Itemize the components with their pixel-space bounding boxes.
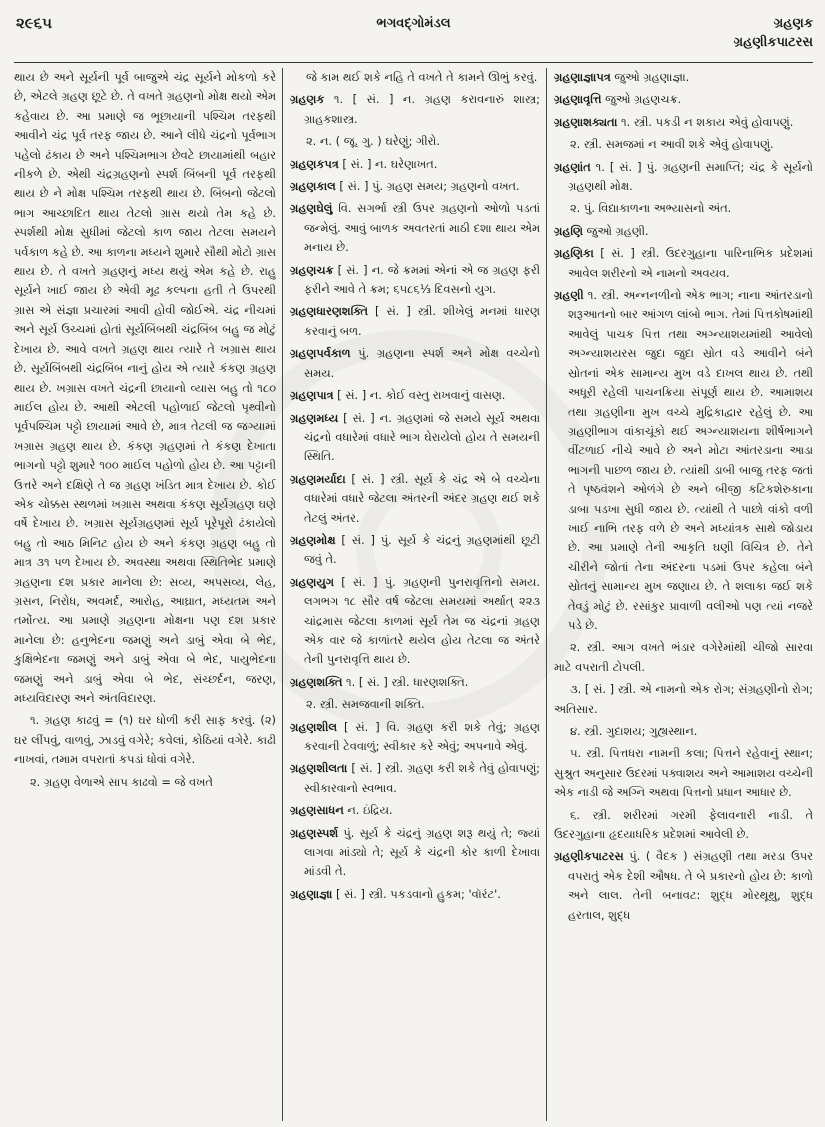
headword: ગ્રહણાજ્ઞા xyxy=(290,886,333,901)
entry-text: ૨. ન. ( જૂ. ગુ. ) ઘરેણું; ગીરો. xyxy=(306,134,441,149)
headword: ગ્રહણિકા xyxy=(554,246,594,261)
dictionary-columns xyxy=(14,68,813,1121)
entry-text: પું. ગ્રહણના સ્પર્શ અને મોક્ષ વચ્ચેનો સમય. xyxy=(304,346,540,380)
headword: ગ્રહણિ xyxy=(554,223,583,238)
dictionary-entry xyxy=(290,177,540,196)
entry-paragraph xyxy=(14,68,276,708)
headword: ગ્રહણશક્તિ xyxy=(290,674,343,689)
entry-text: ૪. સ્ત્રી. ગુદાશય; ગુહ્યસ્થાન. xyxy=(570,724,698,738)
entry-paragraph xyxy=(554,744,813,802)
entry-text: ૨. સ્ત્રી. આગ વખતે ભંડાર વગેરેમાંથી ચીજો સારવા માટે વપરાતી ટોપલી. xyxy=(554,640,813,674)
dictionary-entry xyxy=(290,302,540,341)
headword: ગ્રહણધારણશક્તિ xyxy=(290,304,368,319)
entry-text: [ સં. ] સ્ત્રી. શીખેલું મનમાં ધારણ કરવાનું બળ. xyxy=(304,304,540,338)
entry-text: ૨. પું. વિદ્યાકાળના અભ્યાસનો અંત. xyxy=(570,201,732,216)
headword: ગ્રહણઘેલું xyxy=(290,201,333,216)
entry-text: ૫. સ્ત્રી. પિત્તધરા નામની કલા; પિત્તને રહેવાનું સ્થાન; સુશ્રુત અનુસાર ઉદરમાં પક્વાશય અને આમાશય વચ્ચેની એક નાડી જે અગ્નિ અથવા પિત્તનો પ્રધાન આધાર છે. xyxy=(554,746,813,800)
headword: ગ્રહણયુગ xyxy=(290,574,334,589)
dictionary-entry xyxy=(290,885,540,904)
entry-paragraph xyxy=(554,638,813,677)
dictionary-entry xyxy=(554,222,813,241)
headword: ગ્રહણકપત્ર xyxy=(290,156,339,171)
entry-text: ૬. સ્ત્રી. શરીરમાં ગરમી ફેલાવનારી નાડી. તે ઉદરગુહાના હૃદયાધરિક પ્રદેશમાં આવેલી છે. xyxy=(554,807,813,842)
entry-text: ન. ઇંદ્રિય. xyxy=(343,803,393,818)
entry-paragraph xyxy=(554,680,813,719)
dictionary-entry xyxy=(290,718,540,757)
entry-text: જે કામ થઈ શકે નહિ તે વખતે તે કામને ઊભું કરવું. xyxy=(306,70,538,84)
headword: ગ્રહણમર્યાદા xyxy=(290,471,346,486)
entry-text: ૨. સ્ત્રી. સમજવાની શક્તિ. xyxy=(306,697,425,712)
headword: ગ્રહણાવૃત્તિ xyxy=(554,92,602,107)
entry-text: ૨. ગ્રહણ વેળાએ સાપ કાઢવો = જે વખતે xyxy=(30,774,213,789)
dictionary-entry xyxy=(290,673,540,692)
dictionary-entry xyxy=(554,158,813,197)
dictionary-entry xyxy=(290,261,540,300)
entry-paragraph xyxy=(290,695,540,714)
entry-text: ૨. સ્ત્રી. સમજમાં ન આવી શકે એવું હોવાપણું. xyxy=(570,137,774,152)
dictionary-entry xyxy=(290,409,540,467)
header-rule xyxy=(14,62,813,63)
entry-text: [ સં. ] વિ. ગ્રહણ કરી શકે તેવું; ગ્રહણ કરવાની ટેવવાળું; સ્વીકાર કરે એવું; અપનાવે એવું. xyxy=(304,719,540,753)
entry-text: ૧. સ્ત્રી. અન્નનળીનો એક ભાગ; નાના આંતરડાનો શરૂઆતનો બાર આંગળ લાંબો ભાગ. તેમાં પિત્તકોષમાંથી આવેલું પાચક પિત્ત તથા અગ્ન્યાશયમાંથી આવેલો અગ્ન્યાશયરસ જુદા જુદા સ્રોત વડે આવીને બંને સ્રોતનાં એક સામાન્ય મુખ વડે દાખલ થાય છે. તથી અધૂરી રહેલી પાચનક્રિયા સંપૂર્ણ થાય છે. આમાશય તથા ગ્રહણીના મુખ વચ્ચે મુદ્રિકાદ્વાર રહેલું છે. આ ગ્રહણીભાગ વાંકાચૂંકો થઈ અગ્ન્યાશયના શીર્ષભાગને વીંટળાઈ નીચે આવે છે અને મોટા આંતરડાના આડા ભાગની પાછળ જાય છે. ત્યાંથી ડાબી બાજુ તરફ જતાં તે પૃષ્ઠવંશને ઓળંગે છે અને બીજી કટિકશેરુકાના ડાબા પડખા સુધી જાય છે. ત્યાંથી તે પાછો વાંકો વળી ખાઈ નાભિ તરફ વળે છે અને મધ્યાંત્રક સાથે જોડાય છે. આ પ્રમાણે તેની આકૃતિ ઘણી વિચિત્ર છે. તેને ચીરીને જોતાં તેના અંદરના પડમાં ઉપર કહેલા બંને સ્રોતનું સામાન્ય મુખ જણાય છે. તે શલાકા જઈ શકે તેવડું મોટું છે. રસાંકુર પ્રાવાળી વલીઓ પણ ત્યાં નજરે પડે છે. xyxy=(568,288,813,632)
entry-paragraph xyxy=(554,806,813,845)
dictionary-entry xyxy=(554,113,813,132)
column-divider xyxy=(546,68,547,1121)
entry-text: [ સં. ] પું. સૂર્ય કે ચંદ્રનું ગ્રહણમાંથી છૂટી જવું તે. xyxy=(304,532,540,567)
entry-paragraph xyxy=(14,773,276,792)
entry-text: [ સં. ] પું. ગ્રહણ સમય; ગ્રહણનો વખત. xyxy=(335,179,520,194)
headword: ગ્રહણાશક્યતા xyxy=(554,114,618,129)
running-title: ભગવદ્ગોમંડલ xyxy=(376,16,451,31)
column-1 xyxy=(14,68,276,1121)
entry-text: જુઓ ગ્રહણી. xyxy=(582,223,649,238)
entry-text: પું. સૂર્ય કે ચંદ્રનું ગ્રહણ શરૂ થયું તે; જ્યાં લાગવા માંડ્યો તે; સૂર્ય કે ચંદ્રની કોર કાળી દેખાવા માંડવી તે. xyxy=(304,825,540,879)
entry-text: ૧. [ સં. ] ન. ગ્રહણ કરાવનારું શાસ્ત્ર; ગ્રાહકશાસ્ત્ર. xyxy=(304,92,540,126)
headword: ગ્રહણક xyxy=(290,92,325,107)
headword: ગ્રહણપર્વકાળ xyxy=(290,346,351,361)
entry-text: ૧. સ્ત્રી. પકડી ન શકાય એવું હોવાપણું. xyxy=(617,114,794,129)
entry-text: [ સં. ] ન. ગ્રહણમાં જે સમયે સૂર્ય અથવા ચંદ્રનો વધારેમાં વધારે ભાગ ઘેરાયેલો હોય તે સમયની સ્થિતિ. xyxy=(304,410,540,464)
headword: ગ્રહણમધ્ય xyxy=(290,410,339,425)
dictionary-entry xyxy=(290,199,540,257)
dictionary-entry xyxy=(290,90,540,129)
page-header xyxy=(14,8,813,66)
entry-paragraph xyxy=(554,722,813,741)
headword: ગ્રહણસાધન xyxy=(290,803,344,818)
dictionary-entry xyxy=(554,68,813,87)
headword: ગ્રહણપાત્ર xyxy=(290,388,334,403)
dictionary-entry xyxy=(290,801,540,820)
entry-text: [ સં. ] સ્ત્રી. પકડવાનો હુકમ; 'વૉરંટ'. xyxy=(332,886,501,901)
column-3 xyxy=(554,68,813,1121)
dictionary-entry xyxy=(290,759,540,798)
guide-word-first: ગ્રહણક xyxy=(773,16,813,31)
entry-text: [ સં. ] સ્ત્રી. ઉદરગુહાના પારિનાભિક પ્રદેશમાં આવેલ શરીરનો એ નામનો અવયવ. xyxy=(568,246,813,280)
dictionary-entry xyxy=(290,573,540,670)
headword: ગ્રહણશીલ xyxy=(290,719,337,734)
headword: ગ્રહણમોક્ષ xyxy=(290,532,336,547)
entry-text: જુઓ ગ્રહણચક્ર. xyxy=(601,92,682,107)
entry-text: [ સં. ] ન. ઘરેણાખત. xyxy=(338,156,438,171)
headword: ગ્રહણાજ્ઞાપત્ર xyxy=(554,70,611,84)
headword: ગ્રહણચક્ર xyxy=(290,262,334,277)
entry-paragraph xyxy=(554,135,813,154)
entry-paragraph xyxy=(290,68,540,87)
entry-text: પું. ( વૈદક ) સંગ્રહણી તથા મરડા ઉપર વપરાતું એક દેશી ઔષધ. તે બે પ્રકારનો હોય છે: કાળો અને લાલ. તેની બનાવટ: શુદ્ધ મોરથૂથુ, શુદ્ધ હરતાલ, શુદ્ધ xyxy=(568,849,813,922)
guide-word-last: ગ્રહણીકપાટરસ xyxy=(733,35,813,50)
headword: ગ્રહણી xyxy=(554,288,584,303)
entry-text: થાય છે અને સૂર્યની પૂર્વ બાજુએ ચંદ્ર સૂર્યને મોકળો કરે છે, એટલે ગ્રહણ છૂટે છે. તે વખતે ગ્રહણનો મોક્ષ થયો એમ કહેવાય છે. આ પ્રમાણે જ ભૂછાયાની પશ્ચિમ તરફથી આવીને ચંદ્ર પૂર્વ તરફ જાય છે. આને લીધે ચંદ્રનો પૂર્વભાગ પહેલો ઢંકાય છે અને પશ્ચિમભાગ છેવટે છાયામાંથી બહાર નીકળે છે. એથી ચંદ્રગ્રહણનો સ્પર્શ બિંબની પૂર્વ તરફથી થાય છે ને મોક્ષ પશ્ચિમ તરફથી થાય છે. બિંબનો જેટલો ભાગ આચ્છાદિત થાય તેટલો ગ્રાસ થયો તેમ કહે છે. સ્પર્શથી મોક્ષ સુધીમાં જેટલો કાળ જાય તેટલા સમયને પર્વકાળ કહે છે. આ કાળના મધ્યને શુમારે સૌથી મોટો ગ્રાસ થાય છે. તે વખતે ગ્રહણનું મધ્ય થયું એમ કહે છે. રાહુ સૂર્યને ખાઈ જાય છે એવી મૂઢ કલ્પના હતી તે ઉપરથી ગ્રાસ એ સંજ્ઞા પ્રચારમાં આવી હોવી જોઈએ. ચંદ્ર નીચમાં અને સૂર્ય ઉચ્ચમાં હોતાં સૂર્યબિંબથી ચંદ્રબિંબ બહુ જ મોટું દેખાય છે. આવે વખતે ગ્રહણ થાય ત્યારે તે ખગ્રાસ થાય છે. સૂર્યબિંબથી ચંદ્રબિંબ નાનું હોય એ ત્યારે કંકણ ગ્રહણ થાય છે. ખગ્રાસ વખતે ચંદ્રની છાયાનો વ્યાસ બહુ તો ૧૮૦ માઈલ હોય છે. આથી એટલી પહોળાઈ જેટલો પૃથ્વીનો પૂર્વપશ્ચિમ પટ્ટો છાયામાં આવે છે, માત્ર તેટલી જ જગ્યામાં ખગ્રાસ ગ્રહણ થાય છે. કંકણ ગ્રહણમાં તે કંકણ દેખાતા ભાગનો પટ્ટો શુમારે ૧૦૦ માઈલ પહોળો હોય છે. આ પટ્ટાની ઉત્તરે અને દક્ષિણે તે જ ગ્રહણ ખંડિત માત્ર દેખાય છે. કોઈ એક ચોક્કસ સ્થળમાં ખગ્રાસ અથવા કંકણ સૂર્યગ્રહણ ઘણે વર્ષે દેખાય છે. ખગ્રાસ સૂર્યગ્રહણમાં સૂર્ય પૂરેપૂરો ઢંકાયેલો બહુ તો આઠ મિનિટ હોય છે અને કંકણ ગ્રહણ બહુ તો માત્ર ૩૧ પળ દેખાય છે. અવસ્થા અથવા સ્થિતિભેદ પ્રમાણે ગ્રહણના દશ પ્રકાર માનેલા છે: સવ્ય, અપસવ્ય, લેહ, ગ્રસન, નિરોધ, અવમર્દ, આરોહ, આઘ્રાત, મધ્યતમ અને તમોંત્ય. આ પ્રમાણે ગ્રહણના મોક્ષના પણ દશ પ્રકાર માનેલા છે: હનુભેદના જમણું અને ડાબું એવા બે ભેદ, કુક્ષિભેદના જમણું અને ડાબું એવા બે ભેદ, પાયુભેદના જમણું અને ડાબું એવા બે ભેદ, સંચ્છર્દન, જરણ, મધ્યવિદારણ અને અંતવિદારણ. xyxy=(14,70,276,705)
entry-paragraph xyxy=(290,132,540,151)
headword: ગ્રહણીકપાટરસ xyxy=(554,849,624,864)
guide-words xyxy=(734,14,813,52)
entry-paragraph xyxy=(14,711,276,769)
dictionary-entry xyxy=(290,386,540,405)
entry-text: જુઓ ગ્રહણાજ્ઞા. xyxy=(610,70,690,84)
dictionary-entry xyxy=(290,155,540,174)
dictionary-entry xyxy=(290,344,540,383)
dictionary-entry xyxy=(554,847,813,925)
dictionary-entry xyxy=(290,824,540,882)
entry-text: [ સં. ] ન. જે ક્રમમાં એનાં એ જ ગ્રહણ ફરી ફરીને આવે તે ક્રમ; ૬૫૮૬⅓ દિવસનો યુગ. xyxy=(304,262,540,297)
headword: ગ્રહણશીલતા xyxy=(290,761,348,776)
dictionary-entry xyxy=(290,470,540,528)
entry-text: ૩. [ સં. ] સ્ત્રી. એ નામનો એક રોગ; સંગ્રહણીનો રોગ; અતિસાર. xyxy=(554,682,813,716)
entry-paragraph xyxy=(554,199,813,218)
entry-text: ૧. [ સં. ] પું. ગ્રહણની સમાપ્તિ; ચંદ્ર કે સૂર્યનો ગ્રહણથી મોક્ષ. xyxy=(568,159,813,194)
dictionary-entry xyxy=(554,244,813,283)
entry-text: વિ. સગર્ભા સ્ત્રી ઉપર ગ્રહણનો ઓળો પડતાં જન્મેલું. આવું બાળક અવતરતાં માઠી દશા થાય એમ મનાય છે. xyxy=(304,201,540,255)
entry-text: [ સં. ] ન. કોઈ વસ્તુ રાખવાનું વાસણ. xyxy=(333,388,506,403)
headword: ગ્રહણાંત xyxy=(554,159,591,174)
dictionary-entry xyxy=(290,531,540,570)
entry-text: ૧. [ સં. ] સ્ત્રી. ધારણશક્તિ. xyxy=(342,674,469,689)
entry-text: ૧. ગ્રહણ કાઢવું = (૧) ઘર ધોળી કરી સાફ કરવું. (૨) ઘર લીંપવું, વાળવું, ઝાડવું વગેરે; કવેલાં, કોઠિયાં વગેરે. કાઢી નાખવાં, તમામ વપરાતાં કપડાં ધોવાં વગેરે. xyxy=(14,713,276,767)
page-number: ૨૯૬૫ xyxy=(16,14,52,32)
column-divider xyxy=(282,68,283,1121)
dictionary-entry xyxy=(554,286,813,635)
headword: ગ્રહણસ્પર્શ xyxy=(290,825,339,840)
column-2 xyxy=(290,68,540,1121)
entry-text: [ સં. ] સ્ત્રી. ગ્રહણ કરી શકે તેવું હોવાપણું; સ્વીકારવાનો સ્વભાવ. xyxy=(304,761,540,795)
dictionary-entry xyxy=(554,90,813,109)
entry-text: [ સં. ] સ્ત્રી. સૂર્ય કે ચંદ્ર એ બે વચ્ચેના વધારેમાં વધારે જેટલા અંતરની અંદર ગ્રહણ થઈ શકે તેટલું અંતર. xyxy=(304,471,540,525)
entry-text: [ સં. ] પું. ગ્રહણની પુનરાવૃત્તિનો સમય. લગભગ ૧૮ સૌર વર્ષ જેટલા સમયમાં અર્થાત્ ૨૨૩ ચાંદ્રમાસ જેટલા કાળમાં સૂર્ય તેમ જ ચંદ્રનાં ગ્રહણ એક વાર જે કાળાંતરે થયેલ હોય તેટલા જ અંતરે તેની પુનરાવૃત્તિ થાય છે. xyxy=(304,574,540,667)
headword: ગ્રહણકાલ xyxy=(290,179,336,194)
